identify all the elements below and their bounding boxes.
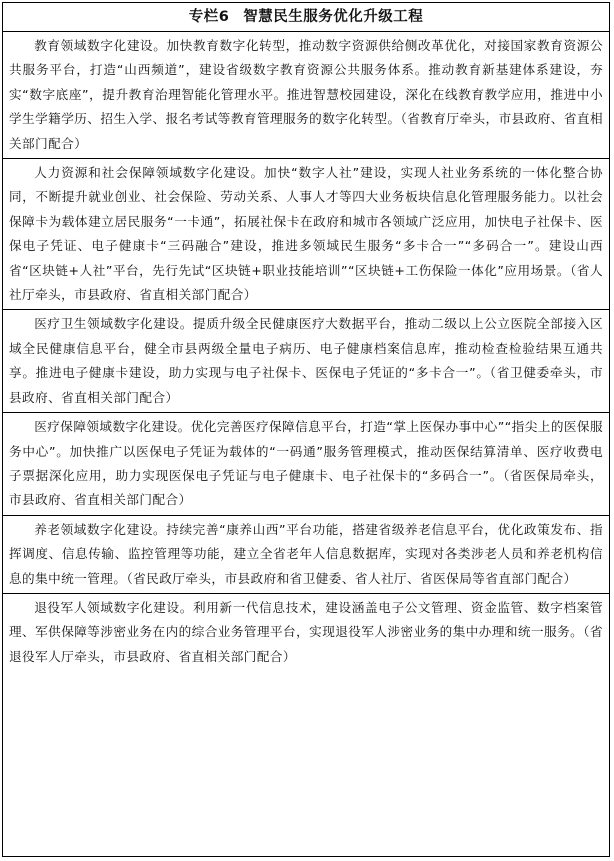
column-box <box>2 2 610 857</box>
section-elderly-care: 养老领域数字化建设。持续完善“康养山西”平台功能，搭建省级养老信息平台，优化政策发布、指挥调度、信息传输、监控管理等功能，建立全省老年人信息数据库，实现对各类涉老人员和养老机构信息的集中统一管理。（省民政厅牵头，市县政府和省卫健委、省人社厅、省医保局等省直部门配合） <box>3 516 609 594</box>
section-medical-insurance: 医疗保障领域数字化建设。优化完善医疗保障信息平台，打造“掌上医保办事中心”“指尖上的医保服务中心”。加快推广以医保电子凭证为载体的“一码通”服务管理模式，推动医保结算清单、医疗收费电子票据深化应用，助力实现医保电子凭证与电子健康卡、电子社保卡的“多码合一”。（省医保局牵头，市县政府、省直相关部门配合） <box>3 413 609 516</box>
section-veterans: 退役军人领域数字化建设。利用新一代信息技术，建设涵盖电子公文管理、资金监管、数字档案管理、军供保障等涉密业务在内的综合业务管理平台，实现退役军人涉密业务的集中办理和统一服务。（省退役军人厅牵头，市县政府、省直相关部门配合） <box>9 599 603 664</box>
column-heading: 智慧民生服务优化升级工程 <box>243 9 424 25</box>
column-title <box>3 3 609 32</box>
section-human-resources: 人力资源和社会保障领域数字化建设。加快“数字人社”建设，实现人社业务系统的一体化整合协同，不断提升就业创业、社会保险、劳动关系、人事人才等四大业务板块信息化管理服务能力。以社会保障卡为载体建立居民服务“一卡通”，拓展社保卡在政府和城市各领域广泛应用，加快电子社保卡、医保电子凭证、电子健康卡“三码融合”建设，推进多领域民生服务“多卡合一”“多码合一”。建设山西省“区块链+人社”平台，先行先试“区块链+职业技能培训”“区块链+工伤保险一体化”应用场景。（省人社厅牵头，市县政府、省直相关部门配合） <box>3 159 609 310</box>
column-label: 专栏6 <box>188 9 230 25</box>
section-health: 医疗卫生领域数字化建设。提质升级全民健康医疗大数据平台，推动二级以上公立医院全部接入区域全民健康信息平台，健全市县两级全量电子病历、电子健康档案信息库，推动检查检验结果互通共享。推进电子健康卡建设，助力实现与电子社保卡、医保电子凭证的“多卡合一”。（省卫健委牵头，市县政府、省直相关部门配合） <box>3 310 609 413</box>
section-education: 教育领域数字化建设。加快教育数字化转型，推动数字资源供给侧改革优化，对接国家教育资源公共服务平台，打造“山西频道”，建设省级数字教育资源公共服务体系。推动教育新基建体系建设，夯实“数字底座”，提升教育治理智能化管理水平。推进智慧校园建设，深化在线教育教学应用，推进中小学生学籍学历、招生入学、报名考试等教育管理服务的数字化转型。（省教育厅牵头，市县政府、省直相关部门配合） <box>3 32 609 159</box>
